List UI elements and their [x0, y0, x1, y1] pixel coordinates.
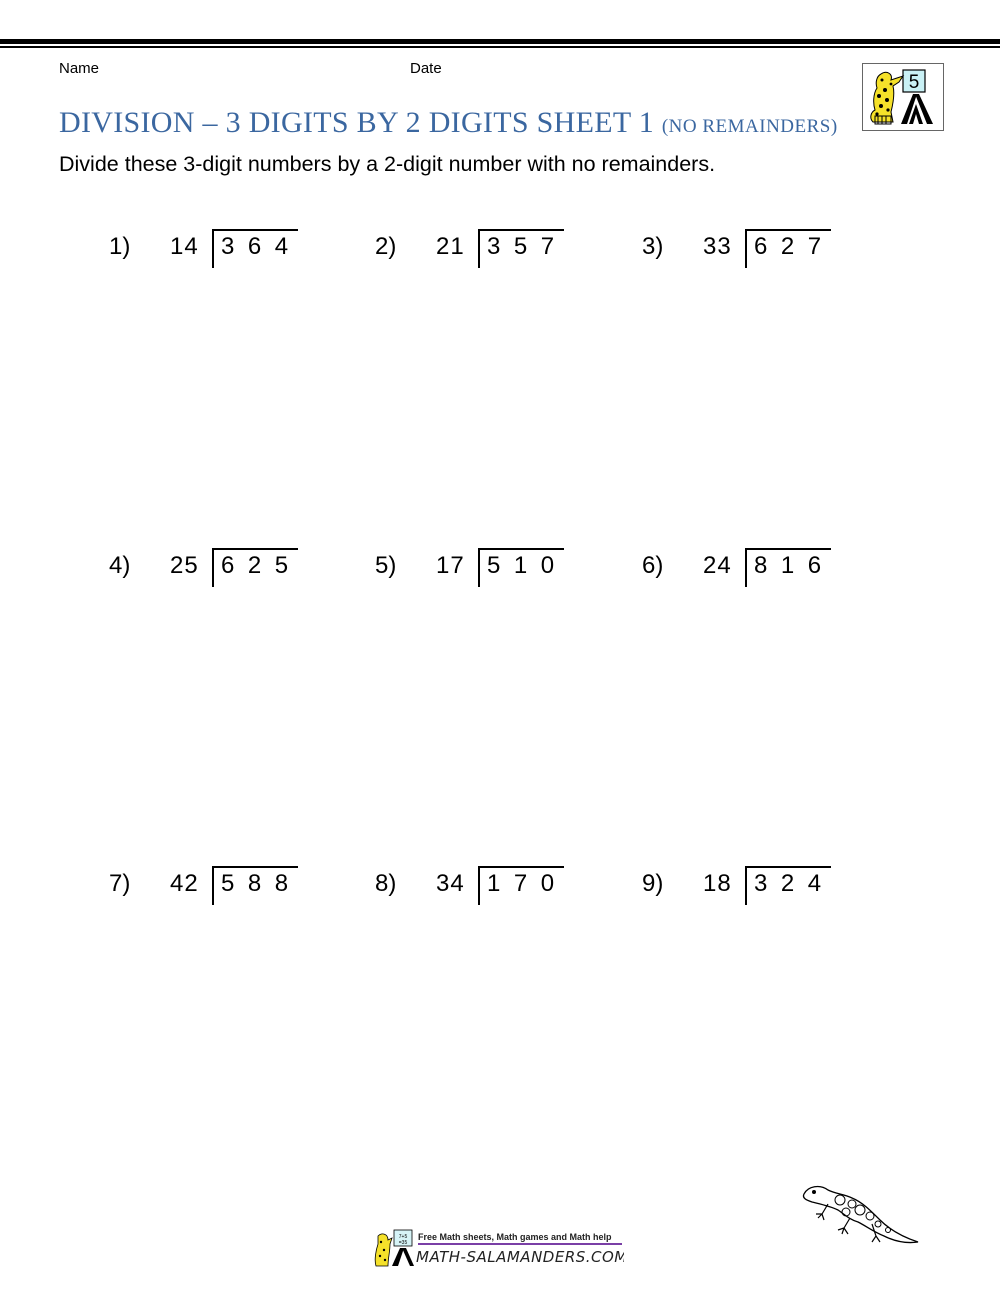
divisor: 18: [703, 870, 732, 897]
dividend: 357: [487, 233, 568, 260]
divisor: 21: [436, 233, 465, 260]
date-field-label: Date: [410, 60, 442, 77]
footer-logo: [372, 1228, 624, 1270]
header-rule-thin: [0, 46, 1000, 48]
divisor: 33: [703, 233, 732, 260]
divisor: 17: [436, 552, 465, 579]
problem-number: 2): [375, 233, 397, 260]
salamander-icon: [800, 1180, 920, 1252]
dividend: 170: [487, 870, 568, 897]
dividend: 627: [754, 233, 835, 260]
problem-number: 5): [375, 552, 397, 579]
problem-number: 6): [642, 552, 664, 579]
instructions: Divide these 3-digit numbers by a 2-digit number with no remainders.: [59, 152, 716, 176]
title-suffix: (NO REMAINDERS): [661, 116, 838, 137]
svg-text:7+5: 7+5: [398, 1234, 408, 1240]
dividend: 625: [221, 552, 302, 579]
dividend: 364: [221, 233, 302, 260]
svg-text:5: 5: [908, 72, 920, 93]
name-field-label: Name: [59, 60, 100, 77]
title-main: DIVISION – 3 DIGITS BY 2 DIGITS SHEET 1: [59, 106, 655, 139]
header-rule-thick: [0, 39, 1000, 44]
svg-text:=35: =35: [398, 1240, 408, 1246]
dividend: 510: [487, 552, 568, 579]
problem-number: 1): [109, 233, 131, 260]
page-title: [59, 106, 838, 140]
divisor: 14: [170, 233, 199, 260]
problem-number: 3): [642, 233, 664, 260]
problem-number: 7): [109, 870, 131, 897]
divisor: 25: [170, 552, 199, 579]
divisor: 42: [170, 870, 199, 897]
footer-tagline: Free Math sheets, Math games and Math help: [418, 1232, 612, 1242]
problem-number: 8): [375, 870, 397, 897]
dividend: 324: [754, 870, 835, 897]
problem-number: 4): [109, 552, 131, 579]
grade-logo: [862, 63, 944, 131]
divisor: 24: [703, 552, 732, 579]
divisor: 34: [436, 870, 465, 897]
dividend: 816: [754, 552, 835, 579]
salamander-illustration: [800, 1180, 920, 1252]
problem-number: 9): [642, 870, 664, 897]
dividend: 588: [221, 870, 302, 897]
salamander-easel-icon: [863, 64, 943, 130]
footer-site: MATH-SALAMANDERS.COM: [416, 1248, 624, 1266]
